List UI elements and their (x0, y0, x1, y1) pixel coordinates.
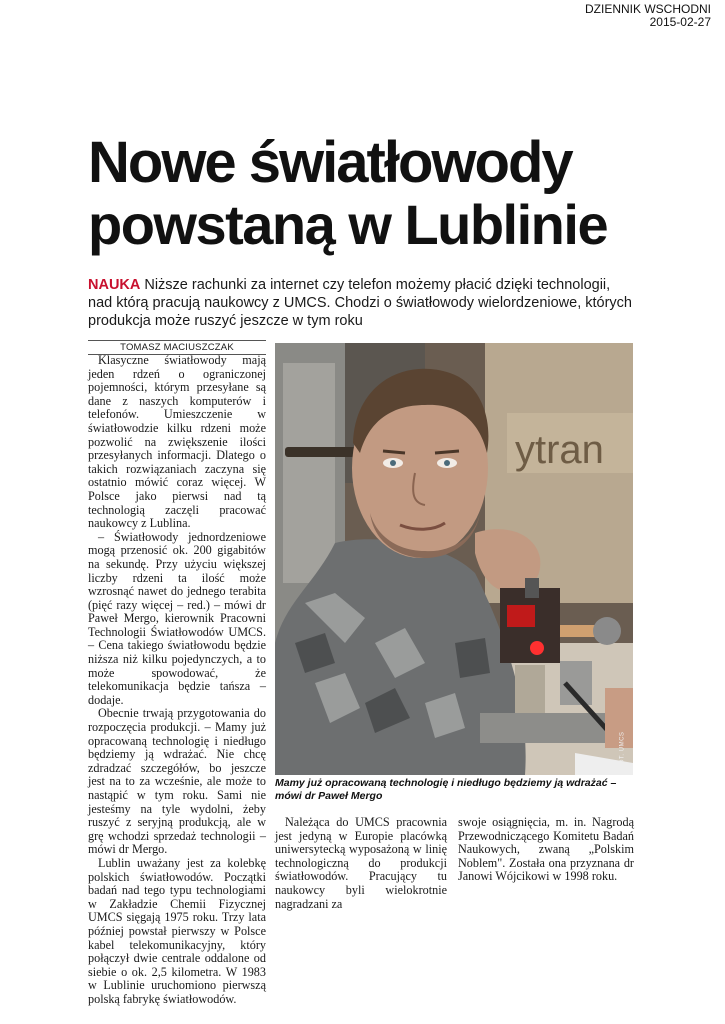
lead-paragraph (88, 276, 636, 330)
publication-date: 2015-02-27 (649, 15, 711, 29)
article-paragraph: Należąca do UMCS pracownia jest jedyną w Europie placówką uniwersytecką wyposażoną w linię technologiczną do produkcji światłowodów. Pracujący tu naukowcy byli wielokrotnie nagradzani za (275, 815, 447, 911)
article-paragraph: Lublin uważany jest za kolebkę polskich światłowodów. Początki badań nad tego typu technologiami w Zakładzie Chemii Fizycznej UMCS sięgają 1975 roku. Trzy lata później powstał pierwszy w Polsce kabel telekomunikacyjny, który połączył dwie centrale oddalone od siebie o ok. 2,5 kilometra. W 1983 w Lublinie uruchomiono pierwszą polską fabrykę światłowodów. (88, 855, 266, 1006)
lead-text: Niższe rachunki za internet czy telefon możemy płacić dzięki technologii, nad którą pracują naukowcy z UMCS. Chodzi o światłowody wielordzeniowe, których produkcja może ruszyć jeszcze w tym roku (88, 277, 632, 329)
article-photo (275, 343, 633, 775)
photo-credit: FOT. UMCS (619, 731, 626, 769)
article-column-2 (275, 816, 447, 911)
background-sign-text: ytran (515, 428, 604, 472)
section-rubric: NAUKA (88, 277, 141, 293)
photo-caption: Mamy już opracowaną technologię i niedługo będziemy ją wdrażać – mówi dr Paweł Mergo (275, 777, 617, 802)
article-paragraph: Obecnie trwają przygotowania do rozpoczęcia produkcji. – Mamy już opracowaną technologię i niedługo będziemy ją wdrażać. Nie chcę zdradzać szczegółów, bo jeszcze jest na to za wcześnie, ale może to nastąpić w tym roku. Sami nie jesteśmy na tyle wydolni, żeby ruszyć z seryjną produkcją, ale w grę wchodzi sprzedaż technologii – mówi dr Mergo. (88, 706, 266, 857)
article-paragraph: swoje osiągnięcia, m. in. Nagrodą Przewodniczącego Komitetu Badań Naukowych, zwaną „Polskim Noblem". Została ona przyznana dr Janowi Wójcikowi w 1998 roku. (458, 815, 634, 884)
photo-illustration (275, 343, 633, 775)
source-info (585, 3, 711, 29)
article-column-1 (88, 354, 266, 1007)
headline-line-1: Nowe światłowody (88, 130, 572, 195)
article-paragraph: Klasyczne światłowody mają jeden rdzeń o ograniczonej pojemności, którym przesyłane są dane z naszych komputerów i telefonów. Umieszczenie w światłowodzie kilku rdzeni może pozwolić na zwiększenie ilości przesyłanych informacji. Dlatego o takich rozwiązaniach zaczyna się ostatnio mówić coraz więcej. W Polsce jako pierwsi nad tą technologią zaczęli pracować naukowcy z Lublina. (88, 353, 266, 531)
article-paragraph: – Światłowody jednordzeniowe mogą przenosić ok. 200 gigabitów na sekundę. Przy użyciu większej liczby rdzeni ta ilość może wzrosnąć nawet do jednego terabita (pięć razy więcej – red.) – mówi dr Paweł Mergo, kierownik Pracowni Technologii Światłowodów UMCS. – Cena takiego światłowodu będzie niższa niż kilku pojedynczych, a to może spowodować, że telekomunikacja będzie tańsza – dodaje. (88, 529, 266, 707)
article-column-3 (458, 816, 634, 884)
headline-line-2: powstaną w Lublinie (88, 193, 608, 256)
headline (88, 132, 648, 256)
author-byline: TOMASZ MACIUSZCZAK (88, 340, 266, 355)
publication-name: DZIENNIK WSCHODNI (585, 2, 711, 16)
